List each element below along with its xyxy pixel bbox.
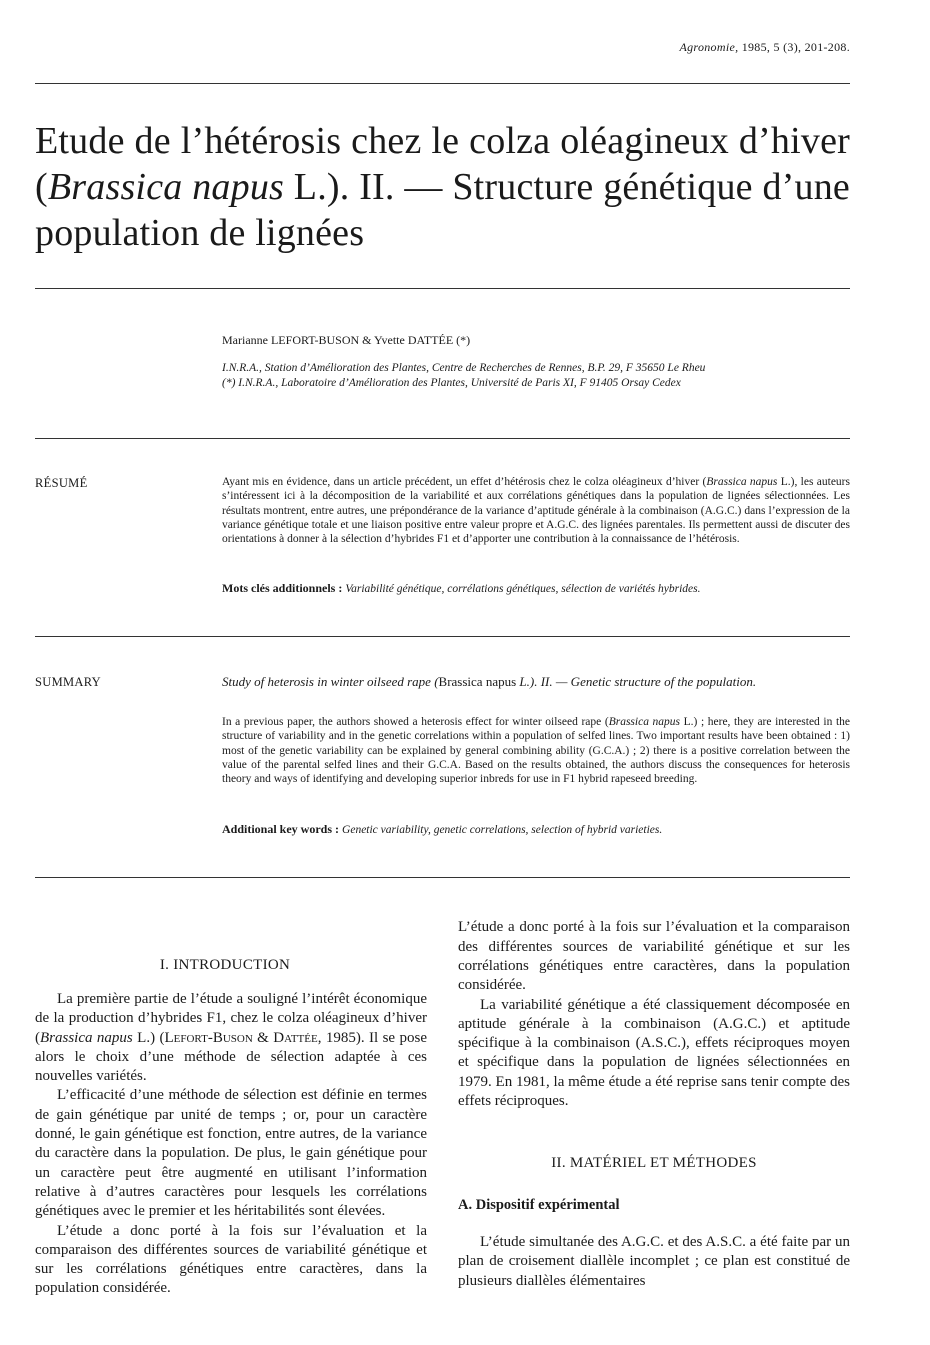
summary-text [222,715,850,786]
summary-keywords [222,822,852,837]
intro-p1-text-1: La première partie de l’étude a souligné l’intérêt économique de la production d’hybrides F1, chez le colza oléagineux d’hiver ( [35,991,427,1046]
methods-subheading: A. Dispositif expérimental [458,1197,620,1213]
title-text-1: Etude de l’hétérosis chez le colza oléagineux d’hiver ( [35,120,850,208]
resume-species: Brassica napus [706,476,778,488]
title-rule [35,288,850,289]
summary-text-1: In a previous paper, the authors showed a heterosis effect for winter oilseed rape ( [222,716,609,728]
authors-rule [35,438,850,439]
resume-keywords [222,581,852,596]
summary-text-2: L.) ; here, they are interested in the structure of variability and in the genetic correlations within a population of selfed lines. Two important results have been obtained : 1) most of the genetic variability can be explained by general combining ability (G.C.A.) ; 2) there is a positive correlation between the value of the parental selfed lines and their G.C.A. Based on the results obtained, the authors discuss the consequences for heterosis theory and ways of identifying and developing superior inbreds for use in F1 hybrid rapeseed breeding. [222,716,851,786]
authors: Marianne LEFORT-BUSON & Yvette DATTÉE (*) [222,333,471,347]
methods-heading: II. MATÉRIEL ET MÉTHODES [551,1155,757,1171]
intro-paragraph-1 [35,990,427,1086]
summary-title [222,673,850,690]
resume-keywords-label: Mots clés additionnels : [222,581,343,595]
summary-species: Brassica napus [608,716,681,728]
intro-p1-text-3: , 1985). Il se pose alors le choix d’une méthode de sélection adaptée à ces nouvelles variétés. [35,1029,427,1085]
methods-paragraph-1: L’étude simultanée des A.G.C. et des A.S.C. a été faite par un plan de croisement diallèle incomplet ; ce plan est constitué de plusieurs diallèles élémentaires [458,1234,850,1289]
affiliation-2: (*) I.N.R.A., Laboratoire d’Amélioration des Plantes, Université de Paris XI, F 91405 Orsay Cedex [222,377,681,389]
summary-title-1: Study of heterosis in winter oilseed rape ( [222,674,439,689]
resume-rule [35,636,850,637]
intro-heading: I. INTRODUCTION [159,957,291,973]
resume-text-2: L.), les auteurs s’intéressent ici à la décomposition de la variabilité et aux corrélations génétiques dans la population de lignées sélectionnées. Les résultats montrent, entre autres, une prépondérance de la variance d’aptitude générale à la combinaison (A.G.C.) dans l’expression de la variance génétique totale et une liaison positive entre valeur propre et A.G.C. des lignées parentales. Ils permettent aussi de discuter des orientations à donner à la sélection d’hybrides F1 et d’apporter une contribution à la connaissance de l’hétérosis. [222,476,850,546]
summary-title-species: Brassica napus [438,674,517,689]
intro-p1-citation: Lefort-Buson & Dattée [164,1029,318,1046]
affiliation-1: I.N.R.A., Station d’Amélioration des Plantes, Centre de Recherches de Rennes, B.P. 29, F 35650 Le Rheu [222,362,706,374]
intro-paragraph-3-continued [458,919,850,996]
intro-p1-text-2: L.) ( [132,1029,165,1046]
intro-p1-species: Brassica napus [40,1029,133,1046]
resume-text-1: Ayant mis en évidence, dans un article précédent, un effet d’hétérosis chez le colza oléagineux d’hiver ( [222,476,707,488]
intro-paragraph-2: L’efficacité d’une méthode de sélection est définie en termes de gain génétique par unité de temps ; or, pour un caractère donné, le gain génétique est fonction, entre autres, de la variance du caractère dans la population. De plus, le gain génétique pour un caractère peut être augmenté en utilisant l’information relative à d’autres caractères pour lesquels les corrélations génétiques avec le premier et les héritabilités sont élevées. [35,1087,427,1220]
journal-volume: 1985, 5 (3), 201-208. [741,40,850,54]
resume-keywords-text: Variabilité génétique, corrélations génétiques, sélection de variétés hybrides. [345,583,701,595]
summary-keywords-text: Genetic variability, genetic correlations, selection of hybrid varieties. [342,824,663,836]
article-title [35,118,850,256]
summary-title-2: L.). II. — Genetic structure of the population. [516,674,757,689]
intro-paragraph-4: La variabilité génétique a été classiquement décomposée en aptitude générale à la combinaison (A.G.C.) et aptitude spécifique à la combinaison (A.S.C.), effets réciproques moyen et spécifique dans la population de lignées sélectionnées en 1979. En 1981, la même étude a été reprise sans tenir compte des effets réciproques. [458,996,850,1110]
methods-column [458,1233,850,1291]
journal-name: Agronomie, [679,40,739,54]
header-rule [35,83,850,84]
intro-paragraph-3: L’étude a donc porté à la fois sur l’évaluation et la comparaison des différentes sources de variabilité génétique et sur les corrélations génétiques entre caractères, dans la population considérée. [35,1222,427,1297]
resume-text [222,475,850,546]
intro-right-column [458,919,850,1111]
intro-p3-cont: L’étude a donc porté à la fois sur l’évaluation et la comparaison des différentes sources de variabilité génétique et sur les corrélations génétiques entre caractères, dans la population considérée. [458,919,850,994]
journal-reference [680,40,851,55]
title-species: Brassica napus [47,166,285,208]
summary-rule [35,877,850,878]
intro-left-column [35,990,427,1297]
title-text-2: L.). II. — Structure génétique d’une population de lignées [35,166,850,254]
summary-label: SUMMARY [35,675,102,689]
summary-keywords-label: Additional key words : [222,822,340,836]
resume-label: RÉSUMÉ [35,476,88,490]
